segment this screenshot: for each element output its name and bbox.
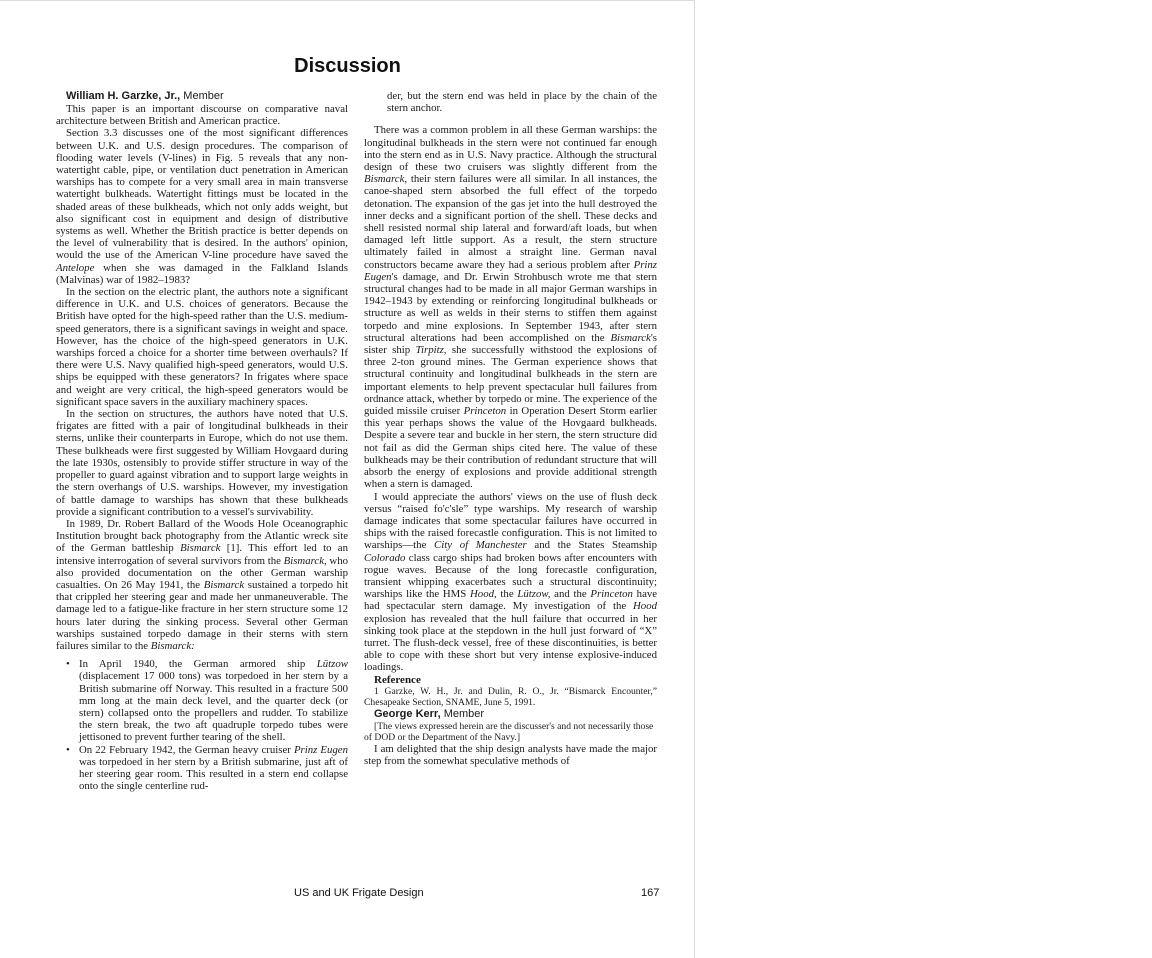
left-column xyxy=(56,90,348,792)
author-heading xyxy=(364,708,657,721)
author-heading xyxy=(56,90,348,103)
paragraph: I would appreciate the authors' views on the use of flush deck versus “raised fo'c'sle” type warships. My research of warship damage indicates that some spectacular failures have occurred in ships with the raised forecastle configuration. This is not limited to warships—the City of Manchester and the States Steamship Colorado class cargo ships had broken bows after encounters with rogue waves. Because of the long forecastle configuration, transient whipping exacerbates such a structural discontinuity; warships like the HMS Hood, the Lützow, and the Princeton have had spectacular stern damage. My investigation of the Hood explosion has revealed that the hull failure that occurred in her sinking took place at the stepdown in the hull just forward of “X” turret. The flush-deck vessel, free of these discontinuities, is better able to cope with these short but very intense explosive-induced loadings. xyxy=(364,490,658,674)
paragraph: Section 3.3 discusses one of the most significant differences between U.K. and U.S. design procedures. The comparison of flooding water levels (V-lines) in Fig. 5 reveals that any non-watertight cable, pipe, or ventilation duct penetration in American warships has to compete for a very small area in main transverse watertight bulkheads. Watertight fittings must be located in the shaded areas of these bulkheads, which not only adds weight, but also significant cost in equipment and design of distributive systems as well. Whether the British practice is better depends on the level of vulnerability that is desired. In the authors' opinion, would the use of the American V-line procedure have saved the Antelope when she was damaged in the Falkland Islands (Malvinas) war of 1982–1983? xyxy=(56,127,348,286)
paragraph: In 1989, Dr. Robert Ballard of the Woods Hole Oceanographic Institution brought back photography from the Atlantic wreck site of the German battleship Bismarck [1]. This effort led to an intensive interrogation of several survivors from the Bismarck, who also provided documentation on the other German warship casualties. On 26 May 1941, the Bismarck sustained a torpedo hit that crippled her steering gear and made her unmaneuverable. The damage led to a fatigue-like fracture in her stern structure some 12 hours later during the sinking process. Several other German warships sustained torpedo damage in their sterns with stern failures similar to the Bismarck: xyxy=(56,517,349,652)
list-item: • On 22 February 1942, the German heavy cruiser Prinz Eugen was torpedoed in her stern by a British submarine, just aft of her steering gear room. This resulted in a stern end collapse onto the single centerline rud- xyxy=(56,744,348,793)
author-name: William H. Garzke, Jr., xyxy=(66,90,181,102)
reference-heading: Reference xyxy=(374,673,421,686)
page-number: 167 xyxy=(641,887,660,899)
paragraph: In the section on structures, the authors have noted that U.S. frigates are fitted with a pair of longitudinal bulkheads in their sterns, unlike their counterparts in Europe, which do not use them. These bulkheads were first suggested by William Hovgaard during the late 1930s, ostensibly to provide stiffer structure in way of the propeller to guard against vibration and to support large weights in the stern overhangs of U.S. warships. However, my investigation of battle damage to warships has shown that these bulkheads provide a significant contribution to a vessel's survivability. xyxy=(56,408,348,518)
paragraph: I am delighted that the ship design analysts have made the major step from the somewhat speculative methods of xyxy=(364,742,657,767)
page-title: Discussion xyxy=(294,55,401,77)
paragraph: This paper is an important discourse on comparative naval architecture between British and American practice. xyxy=(56,103,348,128)
reference-item: 1 Garzke, W. H., Jr. and Dulin, R. O., Jr. “Bismarck Encounter,” Chesapeake Section, SNAME, June 5, 1991. xyxy=(364,685,657,708)
running-footer-title: US and UK Frigate Design xyxy=(294,887,424,899)
paragraph: In the section on the electric plant, the authors note a significant difference in U.K. and U.S. choices of generators. Because the British have opted for the high-speed rather than the U.S. medium-speed generators, there is a significant savings in weight and space. However, has the choice of the high-speed generators in U.K. warships forced a choice for a shorter time between overhauls? If there were U.S. Navy qualified high-speed generators, would U.S. ships be equipped with these generators? In frigates where space and weight are very critical, the high-speed generators would be significant space savers in the auxiliary machinery spaces. xyxy=(56,286,348,408)
disclaimer-note: [The views expressed herein are the discusser's and not necessarily those of DOD or the Department of the Navy.] xyxy=(364,720,654,743)
list-item: • In April 1940, the German armored ship Lützow (displacement 17 000 tons) was torpedoed in her stern by a British submarine off Norway. This resulted in a fracture 500 mm long at the main deck level, and the quarter deck (or stern) collapsed onto the propellers and rudder. To stabilize the stern break, the two aft quadruple torpedo tubes were jettisoned to prevent further tearing of the shell. xyxy=(56,658,348,743)
bullet-continuation: der, but the stern end was held in place by the chain of the stern anchor. xyxy=(387,90,657,115)
bullet-list xyxy=(56,658,348,792)
author-name: George Kerr, xyxy=(374,707,441,720)
right-column xyxy=(364,90,657,767)
paragraph: There was a common problem in all these German warships: the longitudinal bulkheads in the stern were not continued far enough into the stern end as in U.S. Navy practice. Although the structural design of these two cruisers was slightly different from the Bismarck, their stern failures were all similar. In all instances, the canoe-shaped stern absorbed the full effect of the torpedo detonation. The expansion of the gas jet into the hull destroyed the inner decks and a significant portion of the shell. These decks and shell resisted normal ship lateral and forward/aft loads, but when damaged left little support. As a result, the stern structure ultimately failed in almost a straight line. German naval constructors became aware they had a serious problem after Prinz Eugen's damage, and Dr. Erwin Strohbusch wrote me that stern structural changes had to be made in all major German warships in 1942–1943 by extending or reinforcing longitudinal bulkheads or structure as well as welds in their sterns to stiffen them against torpedo and mine explosions. In September 1943, after stern structural alterations had been accomplished on the Bismarck's sister ship Tirpitz, she successfully withstood the explosions of three 2-ton ground mines. The German experience shows that structural continuity and longitudinal bulkheads in the stern are important elements to help prevent spectacular hull failures from ordnance attack, whether by torpedo or mine. The experience of the guided missile cruiser Princeton in Operation Desert Storm earlier this year perhaps shows the value of the Hovgaard bulkheads. Despite a severe tear and buckle in her stern, the stern structure did not fail as did the German ships cited here. The value of these bulkheads may be their contribution of redundant structure that will absorb the energy of explosions and provide additional strength when a stern is damaged. xyxy=(364,124,658,491)
author-role: Member xyxy=(443,707,485,720)
author-role: Member xyxy=(183,90,224,102)
